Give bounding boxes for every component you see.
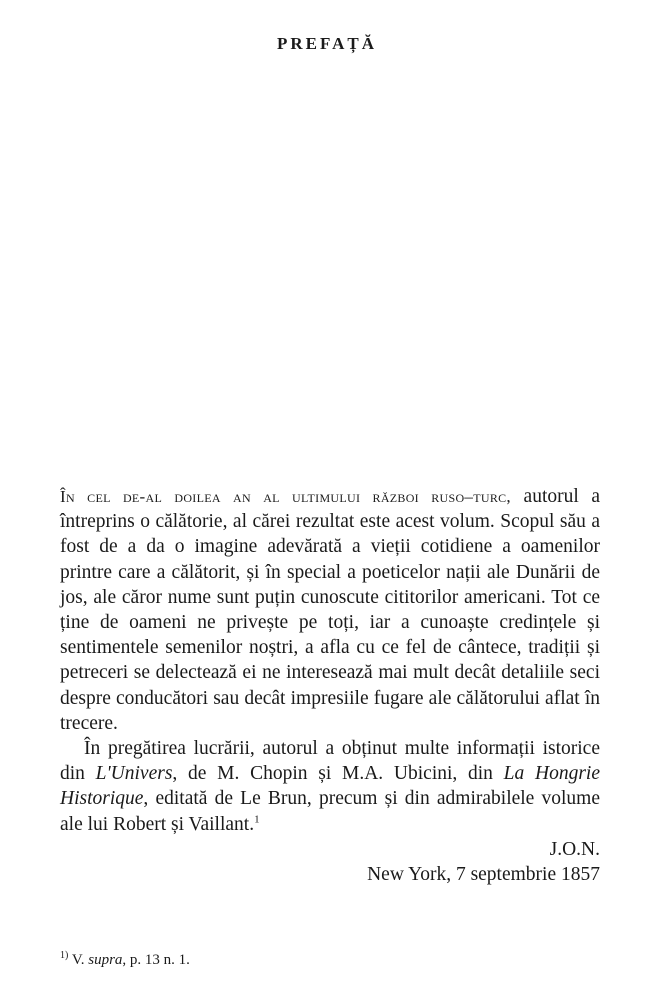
paragraph-2 (60, 736, 600, 837)
footnote-suffix: , p. 13 n. 1. (122, 952, 190, 968)
footnote-reference[interactable]: 1 (254, 813, 260, 826)
paragraph-2-text-1: În pregătirea lucrării, autorul a obținut multe informații istorice din (60, 738, 600, 785)
footnote-italic: supra (88, 952, 123, 968)
preface-body (60, 484, 600, 887)
signature-place-date: New York, 7 septembrie 1857 (367, 864, 600, 886)
signature-initials: J.O.N. (549, 838, 600, 860)
source-title-la-hongrie-historique: La Hongrie Historique (60, 763, 600, 810)
paragraph-2-text-3: , editată de Le Brun, precum și din admirabilele volume ale lui Robert și Vaillant. (60, 788, 600, 835)
paragraph-1-text: autorul a întreprins o călătorie, al cărei rezultat este acest volum. Scopul său a fost de a da o imagine adevărată a vieții cotidiene a oamenilor printre care a călătorit, și în special a poeticelor nații ale Dunării de jos, ale căror nume sunt puțin cunoscute cititorilor americani. Tot ce ține de oameni ne privește pe toți, iar a cunoaște credințele și sentimentele semenilor noștri, a afla cu ce fel de cântece, tradiții și petreceri se delectează ei ne interesează mai mult decât detaliile seci despre conducători sau decât impresiile fugare ale călătorului aflat în trecere. (60, 486, 600, 734)
footnote-mark: 1) (60, 950, 69, 961)
source-title-l-univers: L'Univers (95, 763, 173, 785)
paragraph-2-text-2: , de M. Chopin și M.A. Ubicini, din (172, 763, 504, 785)
paragraph-1-lead: În cel de-al doilea an al ultimului război ruso–turc, (60, 487, 511, 506)
footnote (60, 952, 190, 969)
paragraph-1 (60, 484, 600, 736)
page-title: PREFAȚĂ (276, 34, 377, 53)
footnote-prefix: V. (68, 952, 89, 968)
